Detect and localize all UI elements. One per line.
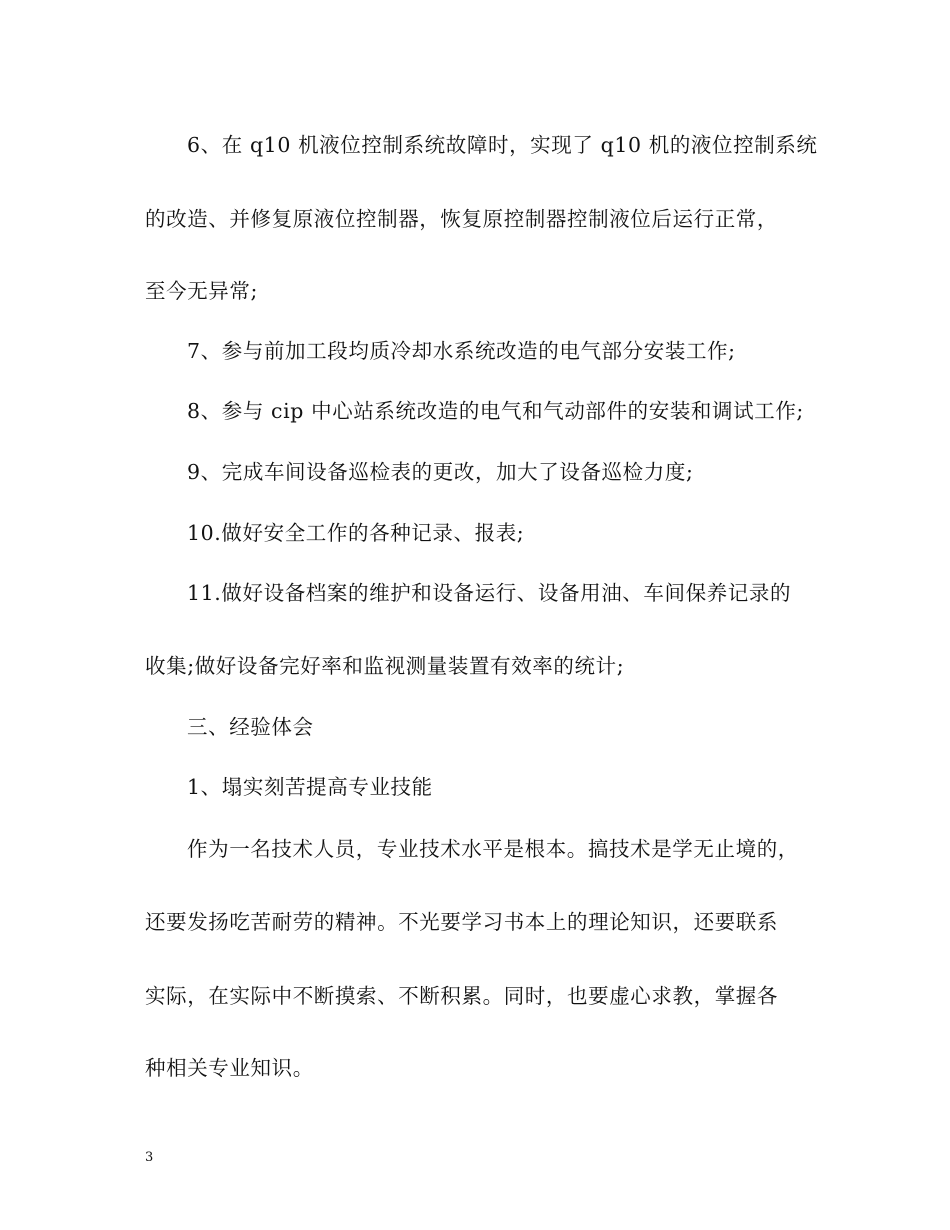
- paragraph-line: 实际，在实际中不断摸索、不断积累。同时，也要虚心求教，掌握各: [145, 984, 778, 1008]
- section-heading: 三、经验体会: [187, 715, 314, 739]
- paragraph-line: 还要发扬吃苦耐劳的精神。不光要学习书本上的理论知识，还要联系: [145, 910, 778, 934]
- paragraph-line: 的改造、并修复原液位控制器，恢复原控制器控制液位后运行正常，: [145, 207, 778, 231]
- subsection-heading: 1、塌实刻苦提高专业技能: [187, 775, 433, 799]
- page-number: 3: [145, 1150, 154, 1165]
- paragraph-line: 种相关专业知识。: [145, 1056, 314, 1080]
- list-item: 8、参与 cip 中心站系统改造的电气和气动部件的安装和调试工作;: [187, 399, 804, 423]
- list-item: 10.做好安全工作的各种记录、报表;: [187, 521, 525, 545]
- paragraph-line: 收集;做好设备完好率和监视测量装置有效率的统计;: [145, 654, 625, 678]
- paragraph-line: 至今无异常;: [145, 279, 259, 303]
- list-item: 9、完成车间设备巡检表的更改，加大了设备巡检力度;: [187, 460, 694, 484]
- list-item: 11.做好设备档案的维护和设备运行、设备用油、车间保养记录的: [187, 581, 792, 605]
- paragraph-line: 6、在 q10 机液位控制系统故障时，实现了 q10 机的液位控制系统: [187, 133, 818, 157]
- paragraph-line: 作为一名技术人员，专业技术水平是根本。搞技术是学无止境的，: [187, 837, 799, 861]
- list-item: 7、参与前加工段均质冷却水系统改造的电气部分安装工作;: [187, 339, 736, 363]
